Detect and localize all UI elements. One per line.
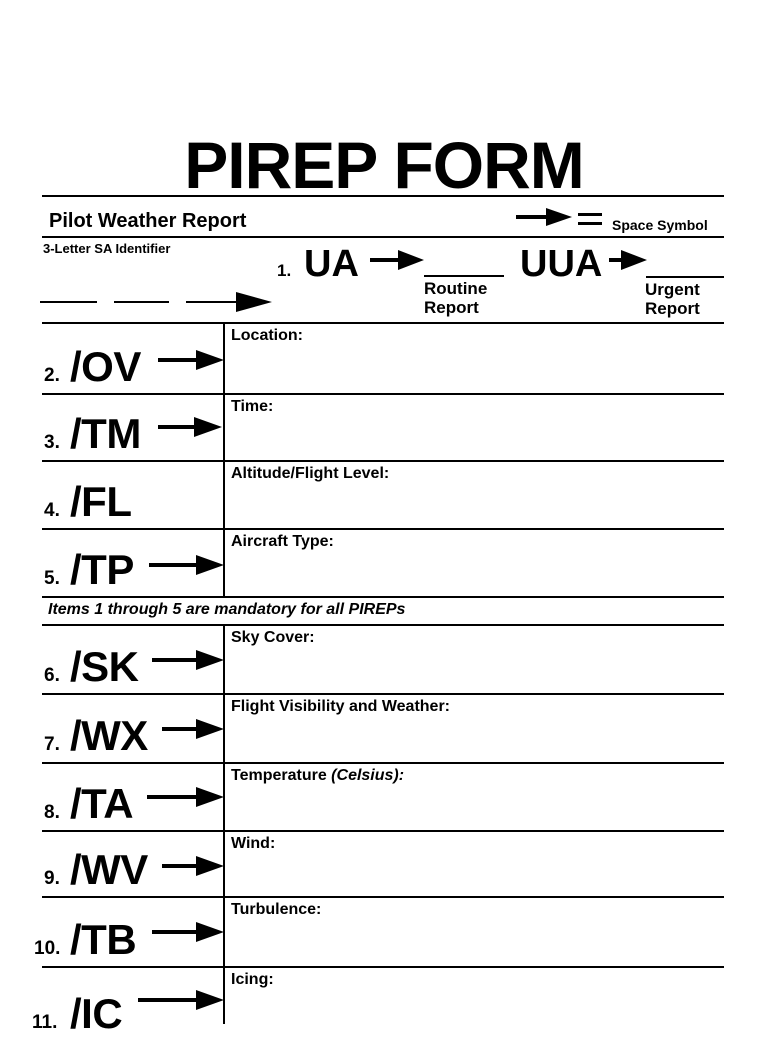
field-label-ta [231,767,404,785]
urgent-label [645,280,700,318]
item1-number: 1. [277,261,292,280]
arrow-icon [158,417,222,437]
row-divider [42,693,724,695]
arrow-icon [162,719,224,739]
routine-label-line2: Report [424,298,479,317]
routine-blank[interactable] [424,275,504,277]
form-title: PIREP FORM [184,128,584,202]
field-input-ov[interactable] [226,348,722,391]
field-label-text: Flight Visibility and Weather: [231,698,450,715]
item-number-ic: 11. [32,1012,58,1033]
row-divider [42,393,724,395]
column-divider [223,393,225,460]
field-label-wx [231,698,450,716]
field-label-tm [231,398,273,416]
routine-label [424,279,487,317]
item-code-wv: /WV [70,846,148,893]
field-label-wv [231,835,275,853]
item-code-wx: /WX [70,712,148,759]
item-code-ic: /IC [70,990,123,1037]
row-divider [42,966,724,968]
row-divider [42,322,724,324]
field-input-sk[interactable] [226,650,722,691]
sa-arrow-icon [236,292,272,312]
sa-letter-blank-2[interactable] [114,301,169,303]
item-code-ta: /TA [70,780,134,827]
urgent-label-line1: Urgent [645,280,700,299]
field-label-extra: (Celsius): [326,767,405,784]
field-label-ov [231,327,303,345]
arrow-icon [147,787,224,807]
field-input-ta[interactable] [226,788,722,828]
ua-arrow-icon [370,250,424,270]
sa-identifier-label: 3-Letter SA Identifier [43,241,171,256]
field-label-text: Temperature [231,767,327,784]
field-label-tp [231,533,334,551]
row-divider [42,762,724,764]
field-label-text: Icing: [231,971,274,988]
routine-code: UA [304,243,359,285]
urgent-label-line2: Report [645,299,700,318]
field-label-text: Altitude/Flight Level: [231,465,390,482]
column-divider [223,460,225,528]
item-number-ov: 2. [44,365,60,386]
arrow-icon [152,922,224,942]
item-number-wx: 7. [44,734,60,755]
item-code-tm: /TM [70,410,141,457]
item-code-tp: /TP [70,546,134,593]
urgent-blank[interactable] [646,276,724,278]
space-symbol-label: Space Symbol [612,217,708,233]
field-label-text: Aircraft Type: [231,533,334,550]
item-number-wv: 9. [44,868,60,889]
field-input-tb[interactable] [226,922,722,964]
field-label-text: Location: [231,327,303,344]
item-number-tb: 10. [34,938,61,959]
item-number-ta: 8. [44,802,60,823]
routine-label-line1: Routine [424,279,488,298]
arrow-icon [162,856,224,876]
item-number-sk: 6. [44,665,60,686]
row-divider [42,528,724,530]
arrow-icon [138,990,224,1010]
field-input-tp[interactable] [226,554,722,594]
item-number-fl: 4. [44,500,60,521]
sa-letter-blank-1[interactable] [40,301,97,303]
field-label-text: Time: [231,398,274,415]
field-label-sk [231,629,315,647]
field-label-tb [231,901,321,919]
section-divider [42,624,724,626]
item-code-ov: /OV [70,343,141,390]
arrow-icon [158,350,224,370]
field-input-fl[interactable] [226,486,722,526]
field-label-fl [231,465,389,483]
uua-arrow-icon [609,250,647,270]
field-label-text: Turbulence: [231,901,322,918]
form-subtitle: Pilot Weather Report [49,210,247,232]
section-divider [42,596,724,598]
arrow-icon [149,555,224,575]
row-divider [42,896,724,898]
row-divider [42,830,724,832]
field-label-ic [231,971,274,989]
equals-icon [578,213,602,227]
arrow-icon [152,650,224,670]
sa-letter-blank-3[interactable] [186,301,242,303]
item-number-tp: 5. [44,568,60,589]
row-divider [42,460,724,462]
mandatory-note: Items 1 through 5 are mandatory for all PIREPs [48,601,406,618]
subtitle-divider [42,236,724,238]
field-input-ic[interactable] [226,992,722,1022]
space-arrow-icon [516,208,572,226]
field-input-wx[interactable] [226,719,722,760]
field-label-text: Wind: [231,835,276,852]
item-code-sk: /SK [70,643,139,690]
title-divider [42,195,724,197]
urgent-code: UUA [520,243,603,285]
item-code-tb: /TB [70,916,137,963]
item-number-tm: 3. [44,432,60,453]
field-input-tm[interactable] [226,419,722,458]
field-label-text: Sky Cover: [231,629,315,646]
field-input-wv[interactable] [226,856,722,894]
item-code-fl: /FL [70,478,132,525]
